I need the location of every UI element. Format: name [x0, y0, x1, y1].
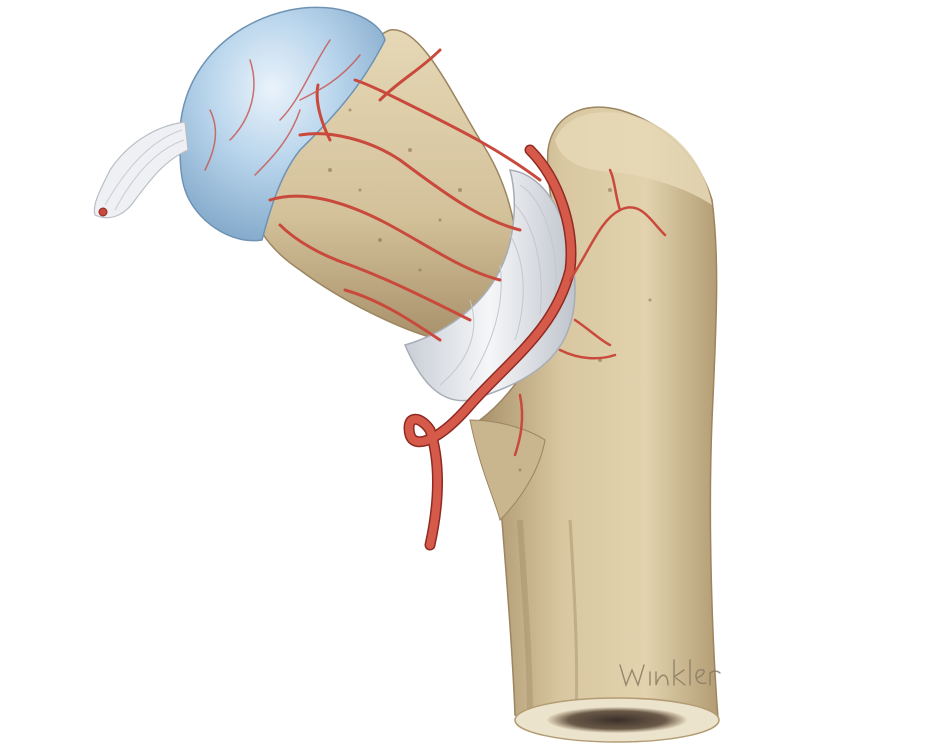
femoral-shaft [477, 107, 718, 732]
foveal-artery-cut [99, 208, 107, 216]
marrow-core [547, 707, 687, 733]
ligamentum-teres [94, 122, 188, 218]
